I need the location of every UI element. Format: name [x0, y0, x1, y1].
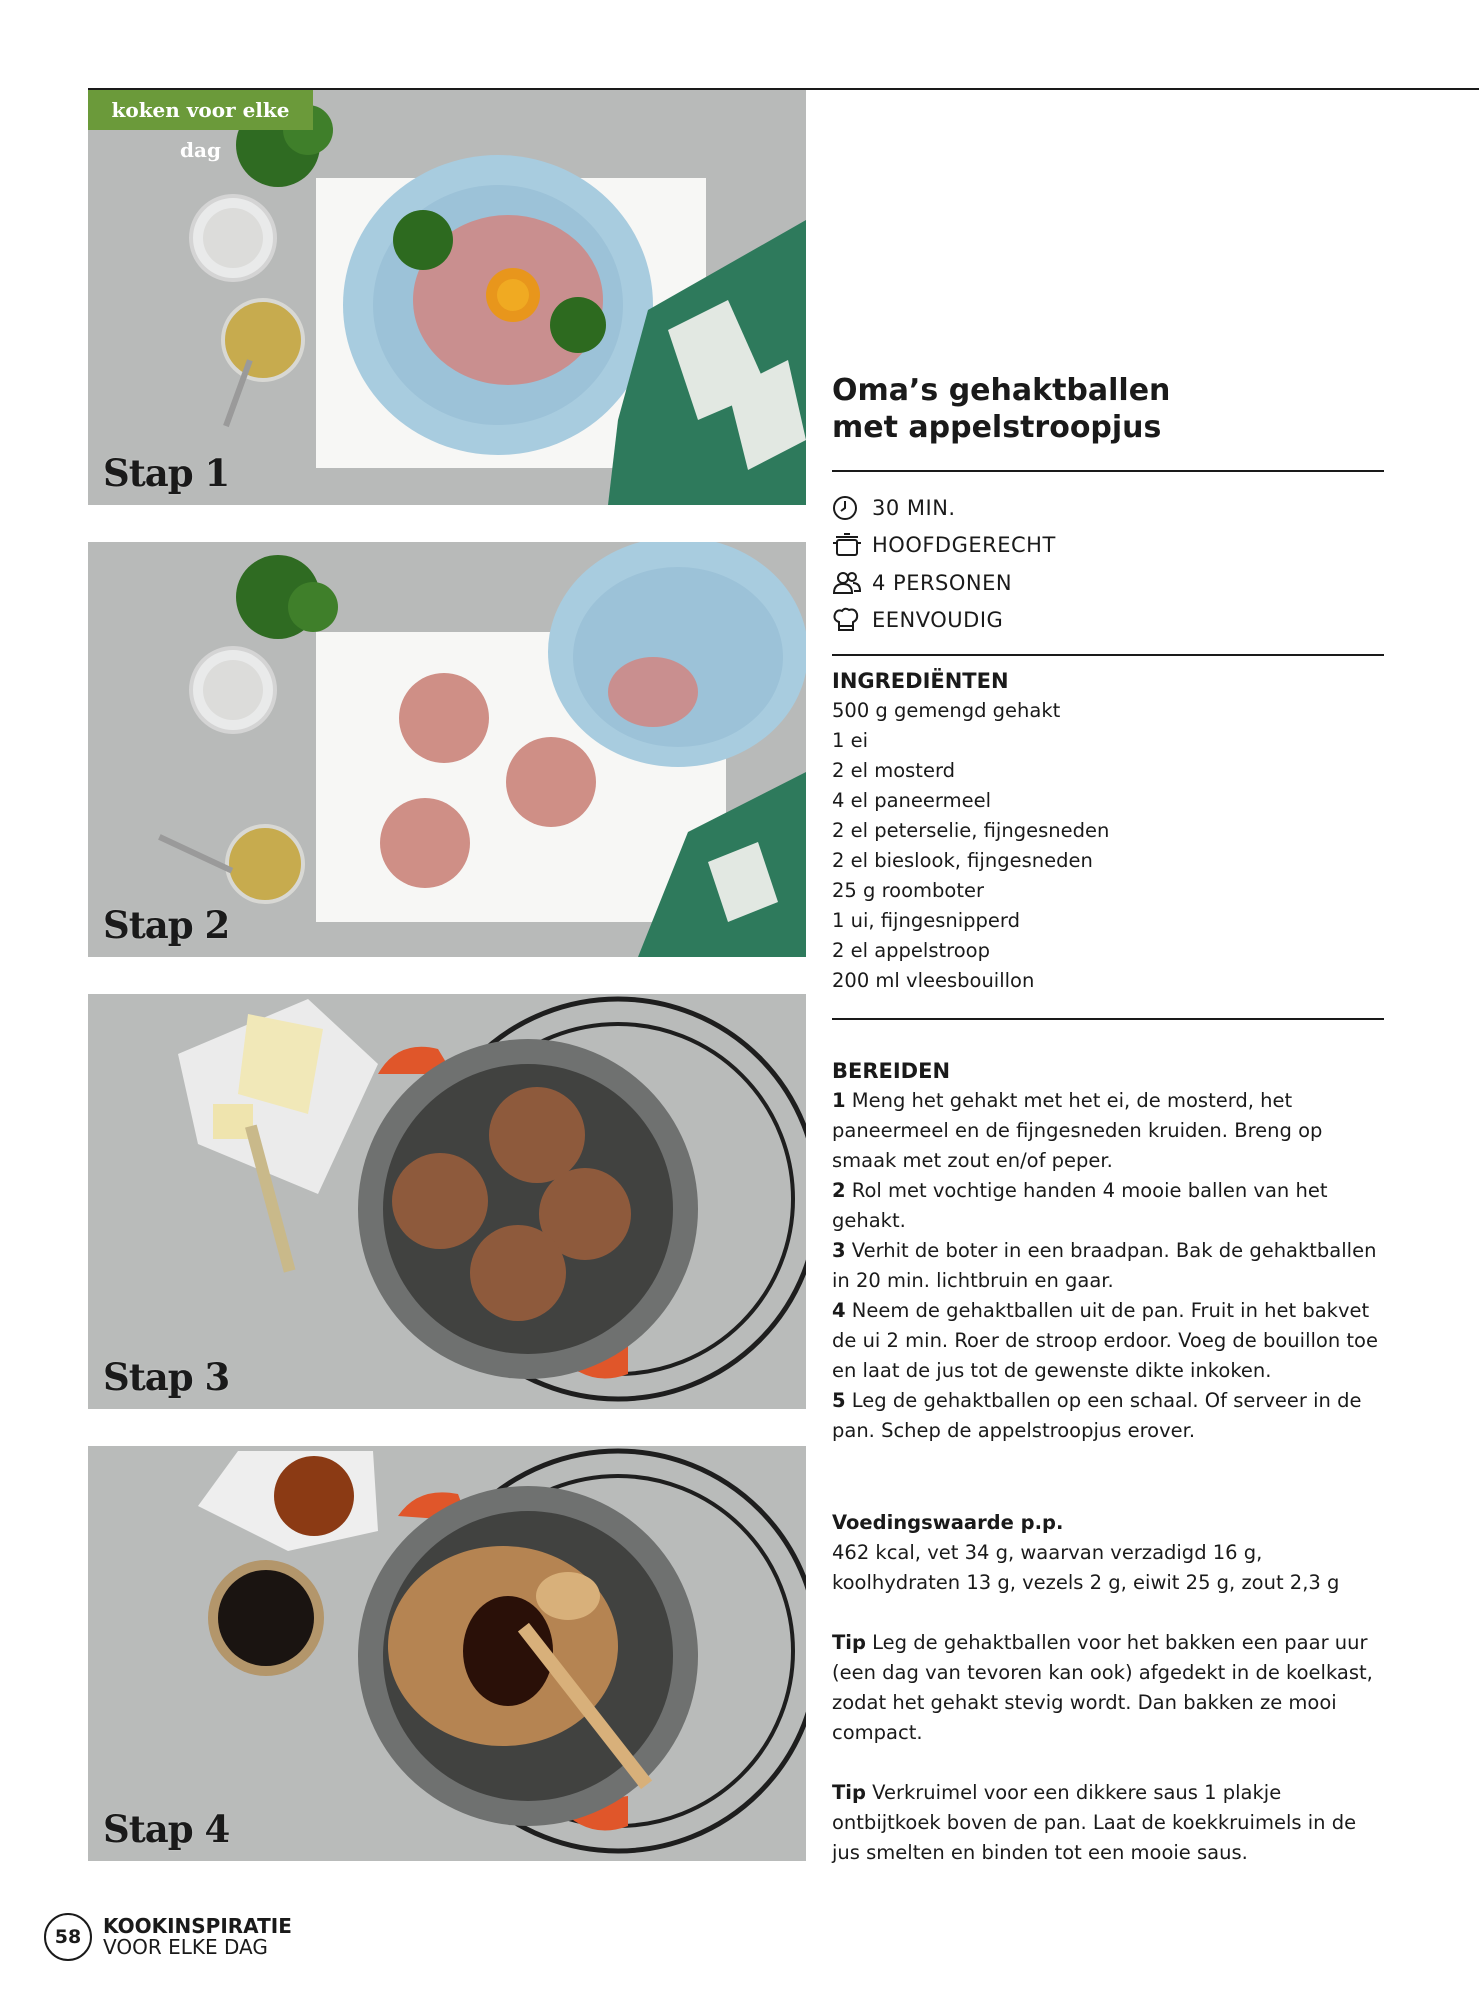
magazine-name-line-1: KOOKINSPIRATIE — [103, 1914, 292, 1938]
prep-step-number: 3 — [832, 1239, 846, 1262]
ingredient-item: 2 el mosterd — [832, 759, 955, 782]
nutrition-heading: Voedingswaarde p.p. — [832, 1511, 1064, 1534]
tip-label: Tip — [832, 1781, 866, 1804]
step-4-illustration — [88, 1446, 806, 1861]
meta-time-text: 30 MIN. — [872, 495, 956, 520]
tip-2 — [832, 1778, 1384, 1868]
prep-step-number: 4 — [832, 1299, 846, 1322]
step-3-label: Stap 3 — [103, 1355, 230, 1399]
nutrition-text: 462 kcal, vet 34 g, waarvan verzadigd 16 g, koolhydraten 13 g, vezels 2 g, eiwit 25 g, zout 2,3 g — [832, 1541, 1340, 1594]
recipe-title-line-1: Oma’s gehaktballen — [832, 373, 1171, 408]
meta-course — [832, 527, 1384, 565]
step-4-label: Stap 4 — [103, 1807, 230, 1851]
ingredient-item: 500 g gemengd gehakt — [832, 699, 1061, 722]
magazine-name — [103, 1916, 292, 1958]
ingredient-item: 2 el bieslook, fijngesneden — [832, 849, 1093, 872]
meta-difficulty — [832, 602, 1384, 640]
ingredient-item: 200 ml vleesbouillon — [832, 969, 1035, 992]
divider — [832, 1018, 1384, 1020]
divider — [832, 654, 1384, 656]
ingredients-heading: INGREDIËNTEN — [832, 669, 1009, 693]
pot-icon — [832, 531, 864, 559]
step-2-illustration — [88, 542, 806, 957]
recipe-meta — [832, 489, 1384, 639]
ingredient-item: 2 el peterselie, fijngesneden — [832, 819, 1110, 842]
recipe-title-line-2: met appelstroopjus — [832, 410, 1162, 445]
ingredient-item: 4 el paneermeel — [832, 789, 991, 812]
meta-time — [832, 489, 1384, 527]
chef-hat-icon — [832, 606, 864, 634]
meta-course-text: HOOFDGERECHT — [872, 533, 1056, 558]
prep-step — [832, 1236, 1384, 1296]
clock-icon — [832, 494, 864, 522]
prep-step-number: 5 — [832, 1389, 846, 1412]
step-4-photo — [88, 1446, 806, 1861]
tip-1 — [832, 1628, 1384, 1748]
people-icon — [832, 569, 864, 597]
ingredient-item: 2 el appelstroop — [832, 939, 990, 962]
preparation-heading: BEREIDEN — [832, 1059, 951, 1083]
meta-difficulty-text: EENVOUDIG — [872, 608, 1004, 633]
prep-step-number: 2 — [832, 1179, 846, 1202]
divider — [832, 470, 1384, 472]
ingredients-section — [832, 666, 1384, 996]
prep-step-text: Verhit de boter in een braadpan. Bak de gehaktballen in 20 min. lichtbruin en gaar. — [832, 1239, 1377, 1292]
prep-step — [832, 1386, 1384, 1446]
preparation-section — [832, 1056, 1384, 1446]
meta-servings-text: 4 PERSONEN — [872, 570, 1013, 595]
tip-label: Tip — [832, 1631, 866, 1654]
prep-step-text: Meng het gehakt met het ei, de mosterd, het paneermeel en de fijngesneden kruiden. Breng op smaak met zout en/of peper. — [832, 1089, 1323, 1172]
prep-step — [832, 1176, 1384, 1236]
ingredient-item: 25 g roomboter — [832, 879, 985, 902]
prep-step-text: Leg de gehaktballen op een schaal. Of serveer in de pan. Schep de appelstroopjus erover. — [832, 1389, 1362, 1442]
step-1-label: Stap 1 — [103, 451, 230, 495]
tip-text: Leg de gehaktballen voor het bakken een paar uur (een dag van tevoren kan ook) afgedekt in de koelkast, zodat het gehakt stevig wordt. Dan bakken ze mooi compact. — [832, 1631, 1373, 1744]
magazine-name-line-2: VOOR ELKE DAG — [103, 1935, 268, 1959]
step-1-photo — [88, 90, 806, 505]
section-tag: koken voor elke dag — [88, 90, 313, 130]
ingredient-item: 1 ei — [832, 729, 869, 752]
prep-step — [832, 1086, 1384, 1176]
meta-servings — [832, 564, 1384, 602]
nutrition-section — [832, 1508, 1384, 1598]
step-3-illustration — [88, 994, 806, 1409]
ingredient-item: 1 ui, fijngesnipperd — [832, 909, 1020, 932]
step-2-label: Stap 2 — [103, 903, 230, 947]
prep-step-text: Rol met vochtige handen 4 mooie ballen van het gehakt. — [832, 1179, 1328, 1232]
prep-step-number: 1 — [832, 1089, 846, 1112]
prep-step — [832, 1296, 1384, 1386]
prep-step-text: Neem de gehaktballen uit de pan. Fruit in het bakvet de ui 2 min. Roer de stroop erdoor. Voeg de bouillon toe en laat de jus tot de gewenste dikte inkoken. — [832, 1299, 1378, 1382]
recipe-title — [832, 372, 1384, 446]
tip-text: Verkruimel voor een dikkere saus 1 plakje ontbijtkoek boven de pan. Laat de koekkruimels in de jus smelten en binden tot een mooie saus. — [832, 1781, 1357, 1864]
step-3-photo — [88, 994, 806, 1409]
page-number: 58 — [44, 1913, 92, 1961]
step-2-photo — [88, 542, 806, 957]
